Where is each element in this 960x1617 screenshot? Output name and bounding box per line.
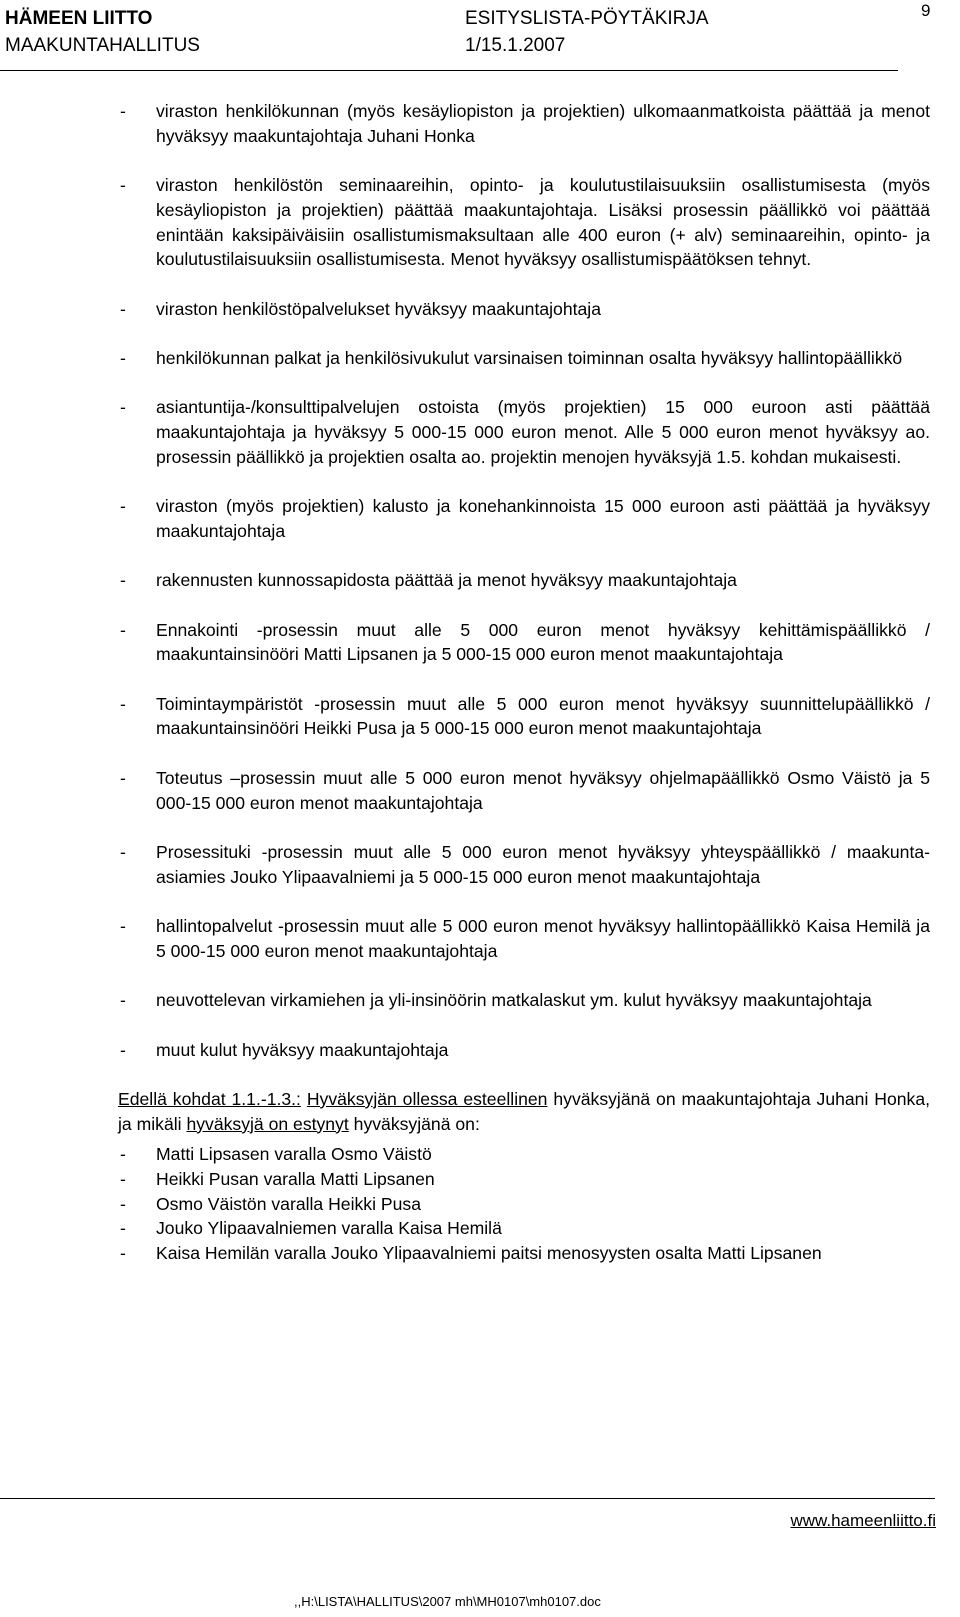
header-divider: [0, 70, 898, 71]
substitute-item: - Matti Lipsasen varalla Osmo Väistö: [118, 1142, 930, 1167]
document-body: [118, 99, 930, 1266]
note-reference: Edellä kohdat 1.1.-1.3.:: [118, 1088, 301, 1109]
list-item: - neuvottelevan virkamiehen ja yli-insinöörin matkalaskut ym. kulut hyväksyy maakuntajohtaja: [118, 988, 930, 1013]
list-item: - Ennakointi -prosessin muut alle 5 000 euron menot hyväksyy kehittämispäällikkö / maakuntainsinööri Matti Lipsanen ja 5 000-15 000 euron menot maakuntajohtaja: [118, 618, 930, 667]
document-date: 1/15.1.2007: [465, 35, 566, 56]
list-item: - henkilökunnan palkat ja henkilösivukulut varsinaisen toiminnan osalta hyväksyy hallintopäällikkö: [118, 346, 930, 371]
substitute-item: - Jouko Ylipaavalniemen varalla Kaisa Hemilä: [118, 1216, 930, 1241]
substitute-item: - Kaisa Hemilän varalla Jouko Ylipaavalniemi paitsi menosyysten osalta Matti Lipsanen: [118, 1241, 930, 1266]
organization-name: HÄMEEN LIITTO: [5, 8, 153, 29]
list-item: - rakennusten kunnossapidosta päättää ja menot hyväksyy maakuntajohtaja: [118, 568, 930, 593]
list-item: - viraston henkilöstöpalvelukset hyväksyy maakuntajohtaja: [118, 297, 930, 322]
website-link[interactable]: www.hameenliitto.fi: [790, 1511, 936, 1530]
board-name: MAAKUNTAHALLITUS: [5, 35, 200, 56]
list-item: - hallintopalvelut -prosessin muut alle 5 000 euron menot hyväksyy hallintopäällikkö Kaisa Hemilä ja 5 000-15 000 euron menot maakuntajohtaja: [118, 914, 930, 963]
note-condition-2: hyväksyjä on estynyt: [186, 1113, 349, 1134]
list-item: - viraston (myös projektien) kalusto ja konehankinnoista 15 000 euroon asti päättää ja hyväksyy maakuntajohtaja: [118, 494, 930, 543]
substitute-item: - Heikki Pusan varalla Matti Lipsanen: [118, 1167, 930, 1192]
page-number: 9: [921, 1, 931, 20]
list-item: - Toimintaympäristöt -prosessin muut alle 5 000 euron menot hyväksyy suunnittelupäällikkö / maakuntainsinööri Heikki Pusa ja 5 000-15 000 euron menot maakuntajohtaja: [118, 692, 930, 741]
list-item: - viraston henkilökunnan (myös kesäyliopiston ja projektien) ulkomaanmatkoista päättää ja menot hyväksyy maakuntajohtaja Juhani Honka: [118, 99, 930, 148]
substitute-item: - Osmo Väistön varalla Heikki Pusa: [118, 1192, 930, 1217]
note-condition-1: Hyväksyjän ollessa esteellinen: [306, 1088, 548, 1109]
substitution-note: Edellä kohdat 1.1.-1.3.: Hyväksyjän ollessa esteellinen hyväksyjänä on maakuntajohtaja Juhani Honka, ja mikäli hyväksyjä on estynyt hyväksyjänä on:: [118, 1088, 930, 1134]
list-item: - viraston henkilöstön seminaareihin, opinto- ja koulutustilaisuuksiin osallistumisesta (myös kesäyliopiston ja projektien) päättää maakuntajohtaja. Lisäksi prosessin päällikkö voi päättää enintään kaksipäiväisiin osallistumismaksultaan alle 400 euron (+ alv) seminaareihin, opinto- ja koulutustilaisuuksiin osallistumisesta. Menot hyväksyy osallistumispäätöksen tehnyt.: [118, 173, 930, 272]
document-type: ESITYSLISTA-PÖYTÄKIRJA: [465, 8, 709, 29]
footer-divider: [0, 1498, 935, 1499]
list-item: - asiantuntija-/konsulttipalvelujen ostoista (myös projektien) 15 000 euroon asti päättää maakuntajohtaja ja hyväksyy 5 000-15 000 euron menot. Alle 5 000 euron menot hyväksyy ao. prosessin päällikkö ja projektien osalta ao. projektin menojen hyväksyjä 1.5. kohdan mukaisesti.: [118, 395, 930, 469]
list-item: - Toteutus –prosessin muut alle 5 000 euron menot hyväksyy ohjelmapäällikkö Osmo Väistö ja 5 000-15 000 euron menot maakuntajohtaja: [118, 766, 930, 815]
list-item: - Prosessituki -prosessin muut alle 5 000 euron menot hyväksyy yhteyspäällikkö / maakunta-asiamies Jouko Ylipaavalniemi ja 5 000-15 000 euron menot maakuntajohtaja: [118, 840, 930, 889]
file-path: ,,H:\LISTA\HALLITUS\2007 mh\MH0107\mh0107.doc: [294, 1594, 601, 1609]
list-item: - muut kulut hyväksyy maakuntajohtaja: [118, 1038, 930, 1063]
